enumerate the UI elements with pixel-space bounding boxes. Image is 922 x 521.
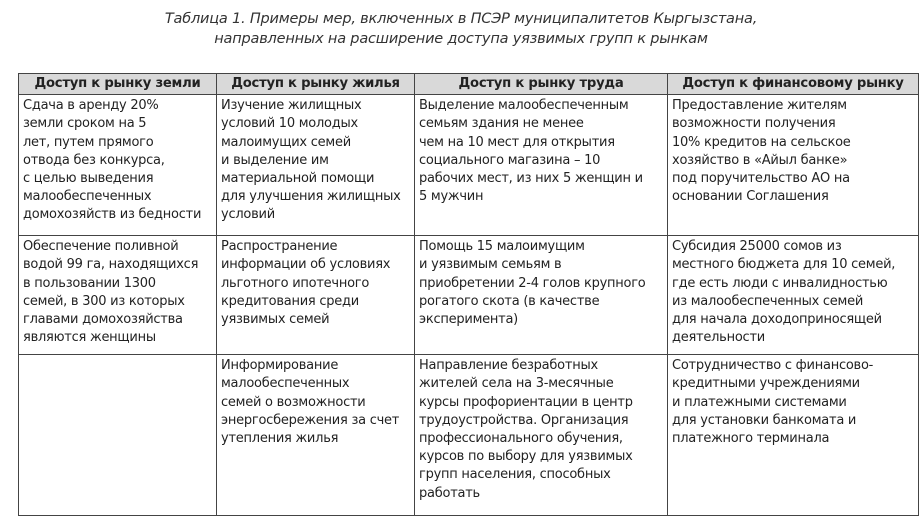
table-cell [19, 95, 217, 236]
table-cell [415, 95, 668, 236]
header-land-market: Доступ к рынку земли [19, 74, 217, 95]
cell-text: Субсидия 25000 сомов из местного бюджета для 10 семей, где есть люди с инвалидностью из малообеспеченных семей для начала доходоприносящей деятельности [672, 239, 896, 346]
table-cell [668, 236, 919, 355]
table-row [19, 95, 919, 236]
cell-text: Распространение информации об условиях льготного ипотечного кредитования среди уязвимых семей [221, 239, 391, 328]
cell-text: Изучение жилищных условий 10 молодых малоимущих семей и выделение им материальной помощи для улучшения жилищных условий [221, 98, 401, 223]
table-cell-empty [19, 355, 217, 516]
table-cell [217, 236, 415, 355]
header-financial-market: Доступ к финансовому рынку [668, 74, 919, 95]
caption-line-2: направленных на расширение доступа уязвимых групп к рынкам [214, 31, 708, 47]
measures-table [18, 73, 919, 516]
table-cell [668, 355, 919, 516]
cell-text: Сотрудничество с финансово- кредитными учреждениями и платежными системами для установки банкомата и платежного терминала [672, 358, 874, 447]
table-cell [415, 355, 668, 516]
cell-text: Обеспечение поливной водой 99 га, находящихся в пользовании 1300 семей, в 300 из которых главами домохозяйства являются женщины [23, 239, 199, 346]
header-labor-market: Доступ к рынку труда [415, 74, 668, 95]
cell-text: Помощь 15 малоимущим и уязвимым семьям в приобретении 2-4 голов крупного рогатого скота (в качестве эксперимента) [419, 239, 646, 328]
cell-text: Сдача в аренду 20% земли сроком на 5 лет, путем прямого отвода без конкурса, с целью выведения малообеспеченных домохозяйств из бедности [23, 98, 202, 223]
table-cell [19, 236, 217, 355]
table-cell [217, 355, 415, 516]
table-row [19, 236, 919, 355]
caption-line-1: Таблица 1. Примеры мер, включенных в ПСЭР муниципалитетов Кыргызстана, [164, 11, 758, 27]
cell-text: Информирование малообеспеченных семей о возможности энергосбережения за счет утепления жилья [221, 358, 400, 447]
cell-text: Предоставление жителям возможности получения 10% кредитов на сельское хозяйство в «Айыл банке» под поручительство АО на основании Соглашения [672, 98, 851, 205]
table-cell [668, 95, 919, 236]
table-header-row [19, 74, 919, 95]
table-row [19, 355, 919, 516]
header-housing-market: Доступ к рынку жилья [217, 74, 415, 95]
table-cell [217, 95, 415, 236]
cell-text: Выделение малообеспеченным семьям здания не менее чем на 10 мест для открытия социального магазина – 10 рабочих мест, из них 5 женщин и 5 мужчин [419, 98, 643, 205]
table-cell [415, 236, 668, 355]
table-caption [0, 9, 922, 49]
cell-text: Направление безработных жителей села на 3-месячные курсы профориентации в центр трудоустройства. Организация профессионального обучения, курсов по выбору для уязвимых групп населения, способных работать [419, 358, 633, 501]
